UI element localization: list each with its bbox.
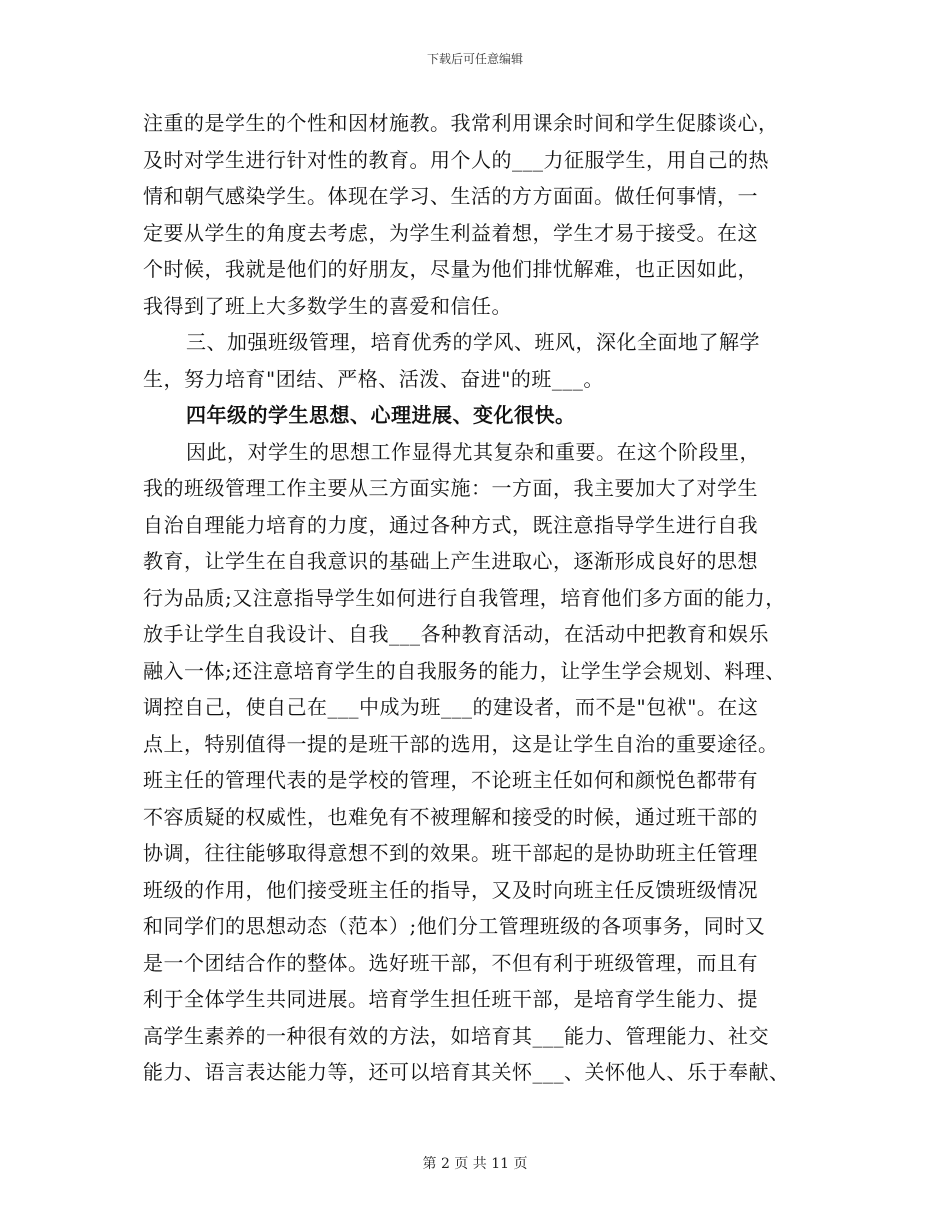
text-line: 行为品质;又注意指导学生如何进行自我管理，培育他们多方面的能力， <box>143 585 786 610</box>
text-line: 生，努力培育"团结、严格、活泼、奋进"的班___。 <box>143 366 604 391</box>
text-line: 我的班级管理工作主要从三方面实施：一方面，我主要加大了对学生 <box>143 476 758 500</box>
page-header: 下载后可任意编辑 <box>426 52 523 66</box>
text-line: 协调，往往能够取得意想不到的效果。班干部起的是协助班主任管理 <box>143 841 758 865</box>
text-line: 个时候，我就是他们的好朋友，尽量为他们排忧解难，也正因如此， <box>143 257 758 281</box>
section-heading: 四年级的学生思想、心理进展、变化很快。 <box>186 403 576 427</box>
text-line: 自治自理能力培育的力度，通过各种方式，既注意指导学生进行自我 <box>143 512 758 537</box>
text-line: 班主任的管理代表的是学校的管理，不论班主任如何和颜悦色都带有 <box>143 768 758 792</box>
text-line: 定要从学生的角度去考虑，为学生利益着想，学生才易于接受。在这 <box>143 220 758 245</box>
text-line: 调控自己，使自己在___中成为班___的建设者，而不是"包袱"。在这 <box>143 695 759 719</box>
text-line: 高学生素养的一种很有效的方法，如培育其___能力、管理能力、社交 <box>143 1023 769 1048</box>
document-body <box>143 105 833 1091</box>
text-line: 放手让学生自我设计、自我___各种教育活动，在活动中把教育和娱乐 <box>143 622 769 646</box>
text-line: 利于全体学生共同进展。培育学生担任班干部，是培育学生能力、提 <box>143 987 758 1011</box>
text-line: 能力、语言表达能力等，还可以培育其关怀___、关怀他人、乐于奉献、 <box>143 1060 790 1084</box>
text-line: 我得到了班上大多数学生的喜爱和信任。 <box>143 293 512 318</box>
paragraph-start-line: 因此，对学生的思想工作显得尤其复杂和重要。在这个阶段里， <box>186 439 760 464</box>
text-line: 班级的作用，他们接受班主任的指导，又及时向班主任反馈班级情况 <box>143 877 758 902</box>
text-line: 融入一体;还注意培育学生的自我服务的能力，让学生学会规划、料理、 <box>143 658 786 683</box>
text-line: 不容质疑的权威性，也难免有不被理解和接受的时候，通过班干部的 <box>143 804 758 829</box>
paragraph-start-line: 三、加强班级管理，培育优秀的学风、班风，深化全面地了解学 <box>186 330 760 354</box>
text-line: 教育，让学生在自我意识的基础上产生进取心，逐渐形成良好的思想 <box>143 549 758 573</box>
text-line: 注重的是学生的个性和因材施教。我常利用课余时间和学生促膝谈心， <box>143 111 779 135</box>
text-line: 点上，特别值得一提的是班干部的选用，这是让学生自治的重要途径。 <box>143 731 779 756</box>
text-line: 情和朝气感染学生。体现在学习、生活的方方面面。做任何事情，一 <box>143 184 758 208</box>
page-number-footer: 第 2 页 共 11 页 <box>422 1156 528 1172</box>
text-line: 和同学们的思想动态（范本）;他们分工管理班级的各项事务，同时又 <box>143 914 766 938</box>
text-line: 及时对学生进行针对性的教育。用个人的___力征服学生，用自己的热 <box>143 147 769 172</box>
text-line: 是一个团结合作的整体。选好班干部，不但有利于班级管理，而且有 <box>143 950 758 975</box>
